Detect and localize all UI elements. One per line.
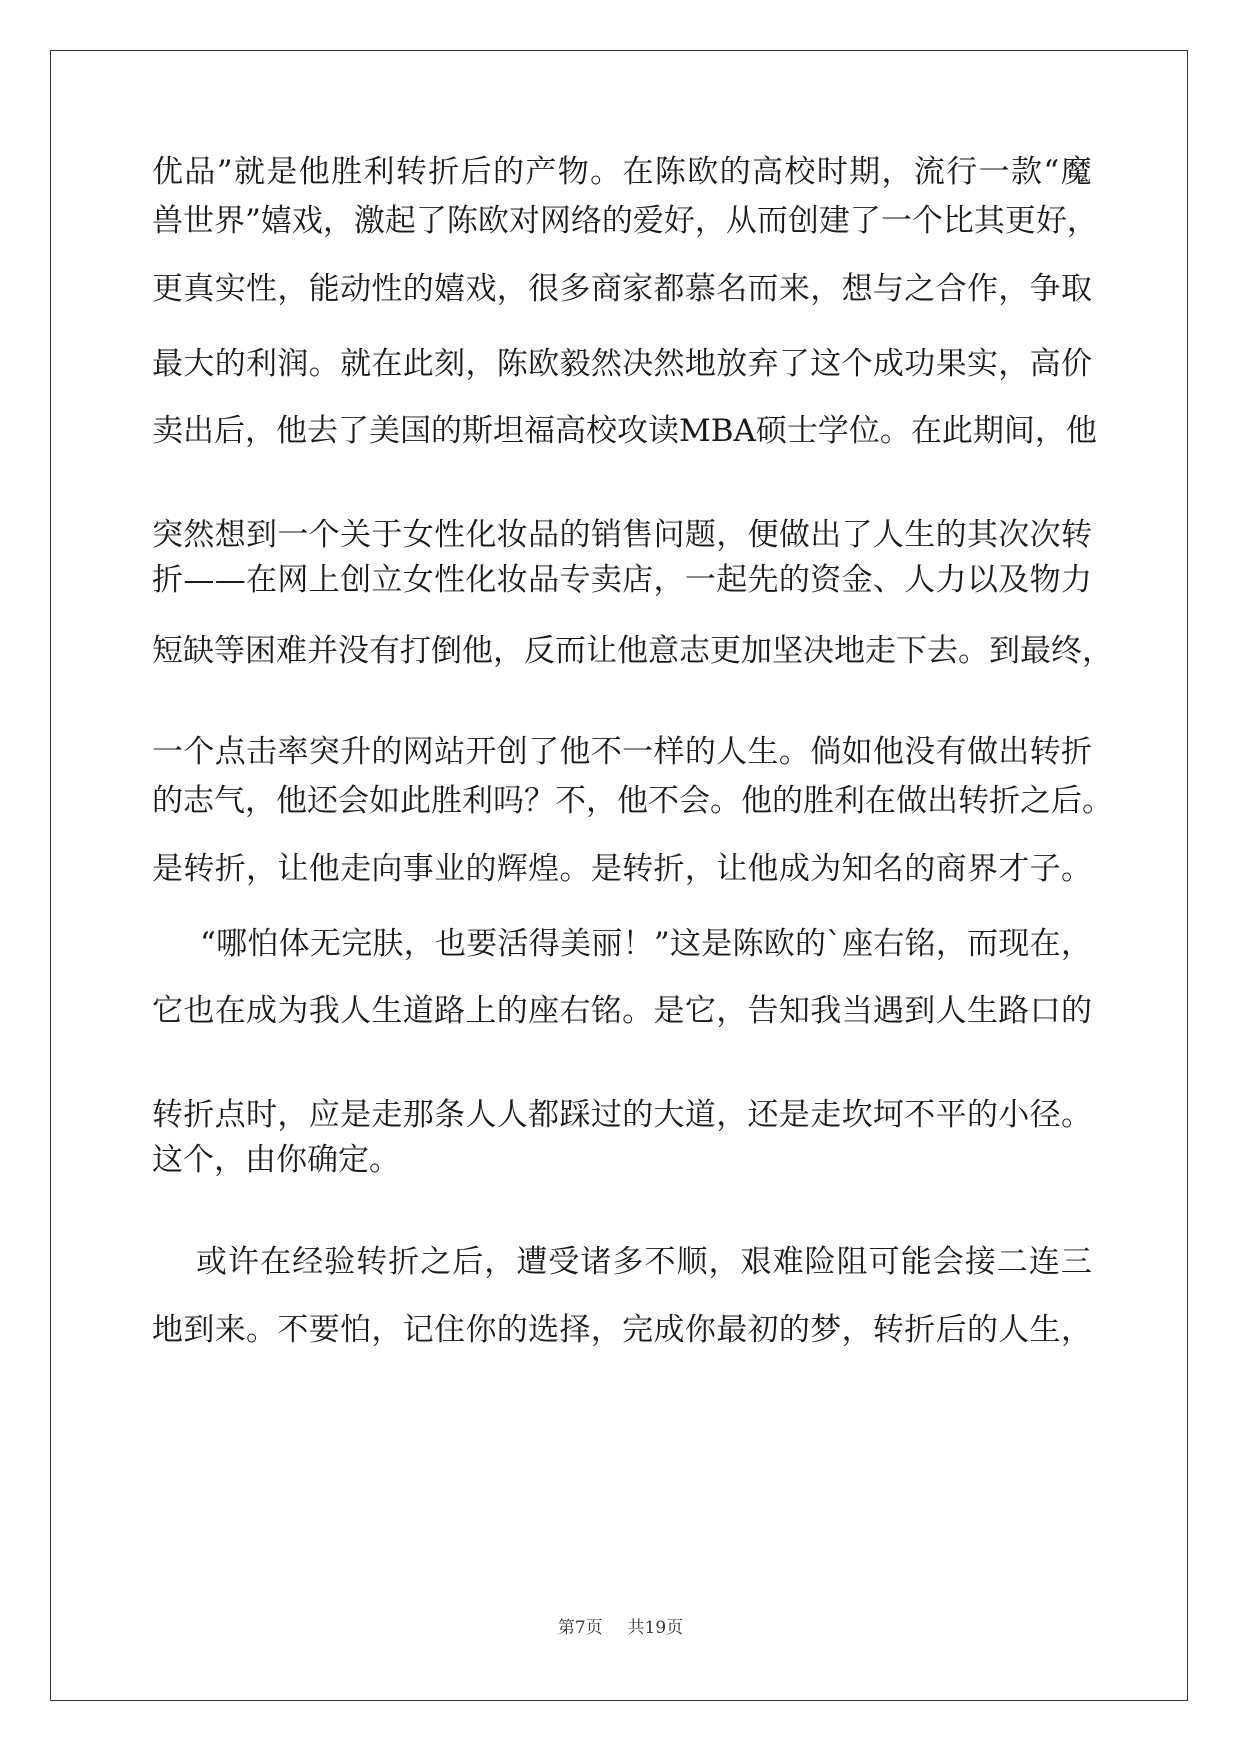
text-line: 卖 出 后 ， 他 去 了 美 国 的 斯 坦 福 高 校 攻 读 MBA 硕 士 学 位 。 在 此 期 间 ， 他	[152, 413, 1097, 449]
text-line: 或 许 在 经 验 转 折 之 后 ， 遭 受 诸 多 不 顺 ， 艰 难 险 阻 可 能 会 接 二 连 三	[196, 1244, 1092, 1280]
text-line: 更 真 实 性 ， 能 动 性 的 嬉 戏 ， 很 多 商 家 都 慕 名 而 来 ， 想 与 之 合 作 ， 争 取	[152, 271, 1092, 307]
page-footer	[0, 1613, 1241, 1638]
text-line: 短 缺 等 困 难 并 没 有 打 倒 他 ， 反 而 让 他 意 志 更 加 坚 决 地 走 下 去 。 到 最 终 ，	[152, 633, 1113, 669]
text-line: “ 哪 怕 体 无 完 肤 ， 也 要 活 得 美 丽 ！ ” 这 是 陈 欧 的 ` 座 右 铭 ， 而 现 在 ，	[200, 926, 1092, 962]
text-line: 最 大 的 利 润 。 就 在 此 刻 ， 陈 欧 毅 然 决 然 地 放 弃 了 这 个 成 功 果 实 ， 高 价	[152, 346, 1092, 382]
text-line: 突 然 想 到 一 个 关 于 女 性 化 妆 品 的 销 售 问 题 ， 便 做 出 了 人 生 的 其 次 次 转	[152, 517, 1092, 553]
text-line: 转 折 点 时 ， 应 是 走 那 条 人 人 都 踩 过 的 大 道 ， 还 是 走 坎 坷 不 平 的 小 径 。	[152, 1097, 1092, 1133]
page-total: 共19页	[627, 1618, 684, 1638]
text-line: 的 志 气 ， 他 还 会 如 此 胜 利 吗 ？ 不 ， 他 不 会 。 他 的 胜 利 在 做 出 转 折 之 后 。	[152, 783, 1113, 819]
text-line: 这个，由你确定。	[152, 1142, 400, 1178]
text-line: 兽 世 界 ” 嬉 戏 ， 激 起 了 陈 欧 对 网 络 的 爱 好 ， 从 而 创 建 了 一 个 比 其 更 好 ，	[152, 203, 1098, 239]
text-line: 地 到 来 。 不 要 怕 ， 记 住 你 的 选 择 ， 完 成 你 最 初 的 梦 ， 转 折 后 的 人 生 ，	[152, 1312, 1092, 1348]
text-line: 是 转 折 ， 让 他 走 向 事 业 的 辉 煌 。 是 转 折 ， 让 他 成 为 知 名 的 商 界 才 子 。	[152, 851, 1092, 887]
text-line: 它 也 在 成 为 我 人 生 道 路 上 的 座 右 铭 。 是 它 ， 告 知 我 当 遇 到 人 生 路 口 的	[152, 993, 1092, 1029]
text-line: 优 品 ” 就 是 他 胜 利 转 折 后 的 产 物 。 在 陈 欧 的 高 校 时 期 ， 流 行 一 款 “ 魔	[152, 154, 1092, 190]
text-line: 一 个 点 击 率 突 升 的 网 站 开 创 了 他 不 一 样 的 人 生 。 倘 如 他 没 有 做 出 转 折	[152, 734, 1092, 770]
text-line: 折 — — 在 网 上 创 立 女 性 化 妆 品 专 卖 店 ， 一 起 先 的 资 金 、 人 力 以 及 物 力	[152, 562, 1092, 598]
page-number: 第7页	[557, 1618, 603, 1638]
